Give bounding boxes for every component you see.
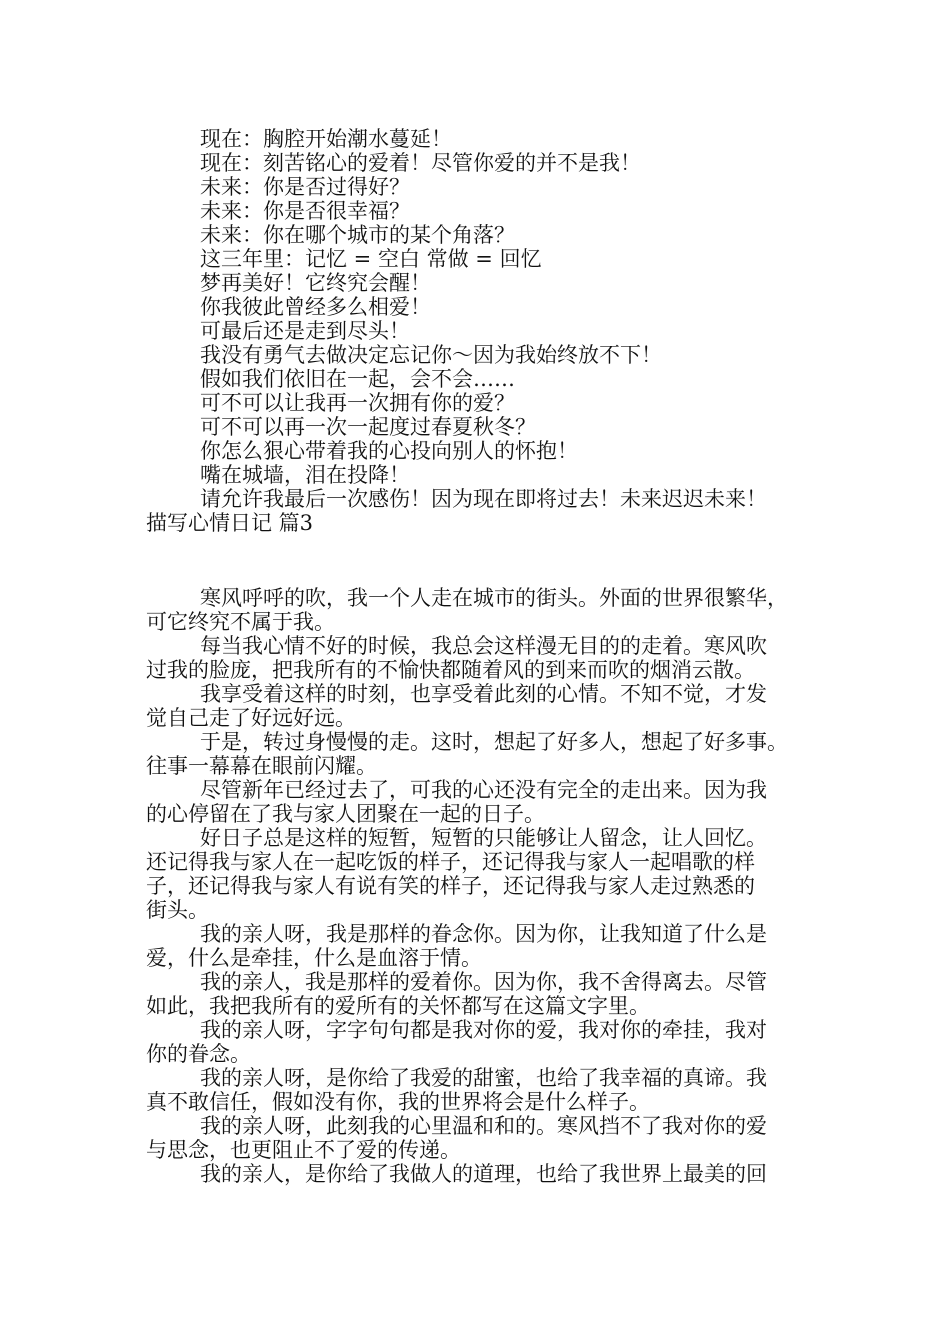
essay-line: 你的眷念。 xyxy=(146,1042,251,1066)
essay-line: 的心停留在了我与家人团聚在一起的日子。 xyxy=(146,802,545,826)
section-title: 描写心情日记 篇3 xyxy=(146,511,314,535)
essay-line: 与思念，也更阻止不了爱的传递。 xyxy=(146,1138,461,1162)
essay-line: 于是，转过身慢慢的走。这时，想起了好多人，想起了好多事。 xyxy=(200,730,788,754)
essay-line: 我享受着这样的时刻，也享受着此刻的心情。不知不觉，才发 xyxy=(200,682,767,706)
poem-line: 我没有勇气去做决定忘记你～因为我始终放不下！ xyxy=(200,343,662,367)
essay-line: 每当我心情不好的时候，我总会这样漫无目的的走着。寒风吹 xyxy=(200,634,767,658)
essay-line: 街头。 xyxy=(146,898,209,922)
poem-line: 请允许我最后一次感伤！因为现在即将过去！未来迟迟未来！ xyxy=(200,487,767,511)
poem-line: 可不可以让我再一次拥有你的爱？ xyxy=(200,391,515,415)
essay-line: 如此，我把我所有的爱所有的关怀都写在这篇文字里。 xyxy=(146,994,650,1018)
poem-line: 梦再美好！它终究会醒！ xyxy=(200,271,431,295)
poem-line: 嘴在城墙，泪在投降！ xyxy=(200,463,410,487)
essay-line: 觉自己走了好远好远。 xyxy=(146,706,356,730)
essay-line: 真不敢信任，假如没有你，我的世界将会是什么样子。 xyxy=(146,1090,650,1114)
poem-line: 这三年里：记忆 = 空白 常做 = 回忆 xyxy=(200,247,542,271)
essay-line: 过我的脸庞，把我所有的不愉快都随着风的到来而吹的烟消云散。 xyxy=(146,658,755,682)
poem-line: 假如我们依旧在一起，会不会…… xyxy=(200,367,515,391)
essay-line: 我的亲人，我是那样的爱着你。因为你，我不舍得离去。尽管 xyxy=(200,970,767,994)
poem-line: 未来：你是否过得好？ xyxy=(200,175,410,199)
essay-line: 子，还记得我与家人有说有笑的样子，还记得我与家人走过熟悉的 xyxy=(146,874,755,898)
essay-line: 我的亲人呀，字字句句都是我对你的爱，我对你的牵挂，我对 xyxy=(200,1018,767,1042)
essay-line: 我的亲人呀，我是那样的眷念你。因为你，让我知道了什么是 xyxy=(200,922,767,946)
essay-line: 好日子总是这样的短暂，短暂的只能够让人留念，让人回忆。 xyxy=(200,826,767,850)
essay-line: 寒风呼呼的吹，我一个人走在城市的街头。外面的世界很繁华， xyxy=(200,586,788,610)
poem-line: 可不可以再一次一起度过春夏秋冬？ xyxy=(200,415,536,439)
essay-line: 可它终究不属于我。 xyxy=(146,610,335,634)
poem-line: 现在：刻苦铭心的爱着！尽管你爱的并不是我！ xyxy=(200,151,641,175)
poem-line: 未来：你是否很幸福？ xyxy=(200,199,410,223)
poem-line: 你我彼此曾经多么相爱！ xyxy=(200,295,431,319)
essay-line: 我的亲人呀，是你给了我爱的甜蜜，也给了我幸福的真谛。我 xyxy=(200,1066,767,1090)
poem-line: 现在：胸腔开始潮水蔓延！ xyxy=(200,127,452,151)
essay-line: 我的亲人，是你给了我做人的道理，也给了我世界上最美的回 xyxy=(200,1162,767,1186)
essay-line: 尽管新年已经过去了，可我的心还没有完全的走出来。因为我 xyxy=(200,778,767,802)
poem-line: 你怎么狠心带着我的心投向别人的怀抱！ xyxy=(200,439,578,463)
poem-line: 可最后还是走到尽头！ xyxy=(200,319,410,343)
essay-line: 还记得我与家人在一起吃饭的样子，还记得我与家人一起唱歌的样 xyxy=(146,850,755,874)
poem-line: 未来：你在哪个城市的某个角落？ xyxy=(200,223,515,247)
essay-line: 往事一幕幕在眼前闪耀。 xyxy=(146,754,377,778)
essay-line: 我的亲人呀，此刻我的心里温和和的。寒风挡不了我对你的爱 xyxy=(200,1114,767,1138)
essay-line: 爱，什么是牵挂，什么是血溶于情。 xyxy=(146,946,482,970)
